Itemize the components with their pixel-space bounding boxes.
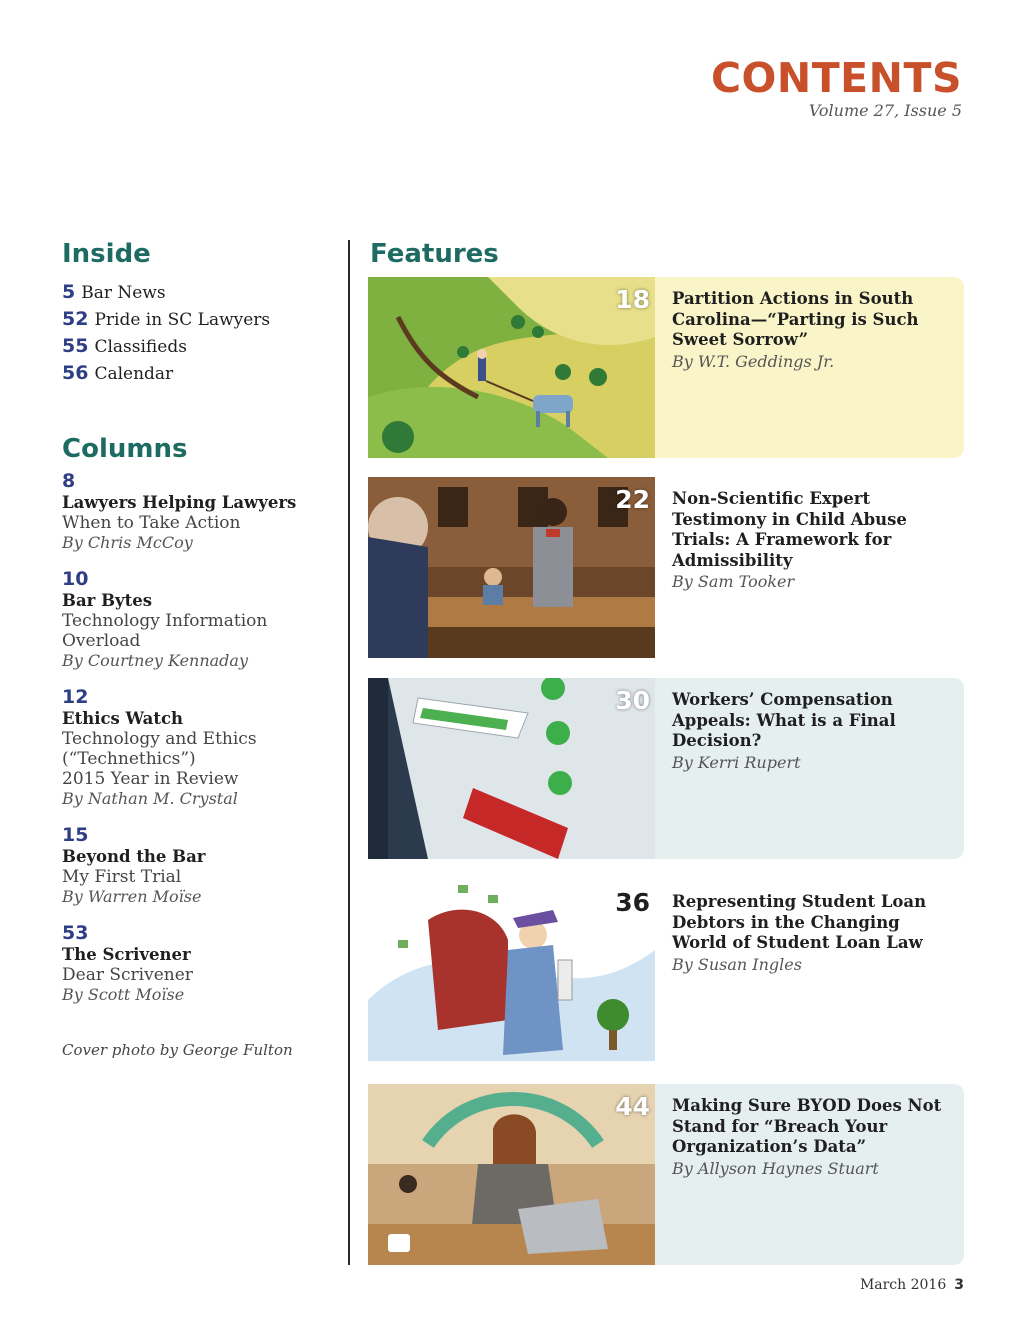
column-name: Lawyers Helping Lawyers bbox=[62, 493, 297, 513]
inside-page-number: 56 bbox=[62, 361, 89, 384]
columns-heading: Columns bbox=[62, 433, 188, 464]
feature-card[interactable] bbox=[368, 678, 964, 859]
masthead bbox=[710, 54, 962, 120]
inside-label: Pride in SC Lawyers bbox=[94, 309, 271, 330]
column-byline: By Chris McCoy bbox=[62, 533, 193, 553]
farmer-plowing-illustration bbox=[368, 277, 655, 458]
feature-page-number: 18 bbox=[615, 285, 650, 314]
column-subtitle: Technology and Ethics (“Technethics”) 2015 Year in Review bbox=[62, 729, 257, 790]
feature-text bbox=[672, 289, 957, 372]
column-page-number: 53 bbox=[62, 922, 89, 945]
feature-text bbox=[672, 1096, 957, 1179]
feature-title: Workers’ Compensation Appeals: What is a Final Decision? bbox=[672, 690, 896, 750]
column-name: Beyond the Bar bbox=[62, 847, 206, 867]
column-subtitle: Dear Scrivener bbox=[62, 965, 193, 986]
column-page-number: 15 bbox=[62, 824, 89, 847]
feature-card[interactable] bbox=[368, 1084, 964, 1265]
feature-text bbox=[672, 489, 957, 592]
inside-item[interactable] bbox=[62, 306, 342, 333]
feature-card[interactable] bbox=[368, 277, 964, 458]
feature-page-number: 36 bbox=[615, 888, 650, 917]
feature-title: Non-Scientific Expert Testimony in Child Abuse Trials: A Framework for Admissibility bbox=[672, 489, 907, 570]
feature-text bbox=[672, 690, 957, 773]
inside-page-number: 55 bbox=[62, 334, 89, 357]
column-byline: By Scott Moïse bbox=[62, 985, 185, 1005]
issue-label: Volume 27, Issue 5 bbox=[808, 101, 962, 120]
column-name: Ethics Watch bbox=[62, 709, 183, 729]
feature-card[interactable] bbox=[368, 477, 964, 658]
feature-byline: By W.T. Geddings Jr. bbox=[672, 351, 835, 371]
feature-title: Representing Student Loan Debtors in the Changing World of Student Loan Law bbox=[672, 892, 927, 952]
feature-page-number: 44 bbox=[615, 1092, 650, 1121]
column-subtitle: My First Trial bbox=[62, 867, 182, 888]
column-byline: By Nathan M. Crystal bbox=[62, 789, 238, 809]
feature-byline: By Sam Tooker bbox=[672, 572, 795, 591]
inside-page-number: 52 bbox=[62, 307, 89, 330]
left-column bbox=[62, 240, 342, 1059]
final-submit-screen-photo bbox=[368, 678, 655, 859]
feature-byline: By Allyson Haynes Stuart bbox=[672, 1158, 879, 1178]
column-divider bbox=[348, 240, 350, 1265]
inside-page-number: 5 bbox=[62, 280, 76, 303]
feature-page-number: 30 bbox=[615, 686, 650, 715]
inside-label: Calendar bbox=[94, 363, 174, 384]
feature-title: Partition Actions in South Carolina—“Parting is Such Sweet Sorrow” bbox=[672, 289, 919, 349]
student-loan-illustration bbox=[368, 880, 655, 1061]
footer-date: March 2016 bbox=[859, 1277, 947, 1293]
column-entry[interactable] bbox=[62, 567, 342, 671]
feature-byline: By Kerri Rupert bbox=[672, 752, 801, 772]
column-name: The Scrivener bbox=[62, 945, 191, 965]
inside-label: Classifieds bbox=[94, 336, 187, 357]
page-title: CONTENTS bbox=[710, 54, 962, 102]
courtroom-photo bbox=[368, 477, 655, 658]
inside-item[interactable] bbox=[62, 279, 342, 306]
feature-byline: By Susan Ingles bbox=[672, 954, 802, 974]
feature-page-number: 22 bbox=[615, 485, 650, 514]
inside-item[interactable] bbox=[62, 360, 342, 387]
column-subtitle: Technology Information Overload bbox=[62, 611, 268, 652]
inside-list bbox=[62, 279, 342, 387]
column-page-number: 10 bbox=[62, 568, 89, 591]
column-byline: By Warren Moïse bbox=[62, 887, 202, 907]
inside-heading: Inside bbox=[62, 239, 151, 269]
features-heading: Features bbox=[370, 239, 499, 269]
feature-text bbox=[672, 892, 957, 975]
column-page-number: 8 bbox=[62, 470, 76, 493]
column-entry[interactable] bbox=[62, 823, 342, 907]
column-entry[interactable] bbox=[62, 685, 342, 809]
feature-card[interactable] bbox=[368, 880, 964, 1061]
feature-title: Making Sure BYOD Does Not Stand for “Breach Your Organization’s Data” bbox=[672, 1096, 942, 1156]
column-byline: By Courtney Kennaday bbox=[62, 651, 248, 671]
column-subtitle: When to Take Action bbox=[62, 513, 241, 534]
column-entry[interactable] bbox=[62, 469, 342, 553]
footer-page-number: 3 bbox=[954, 1277, 964, 1293]
column-entry[interactable] bbox=[62, 921, 342, 1005]
page-footer bbox=[860, 1277, 964, 1293]
woman-laptop-cafe-photo bbox=[368, 1084, 655, 1265]
inside-item[interactable] bbox=[62, 333, 342, 360]
cover-credit: Cover photo by George Fulton bbox=[62, 1041, 293, 1060]
column-name: Bar Bytes bbox=[62, 591, 153, 611]
column-page-number: 12 bbox=[62, 686, 89, 709]
inside-label: Bar News bbox=[81, 282, 166, 303]
